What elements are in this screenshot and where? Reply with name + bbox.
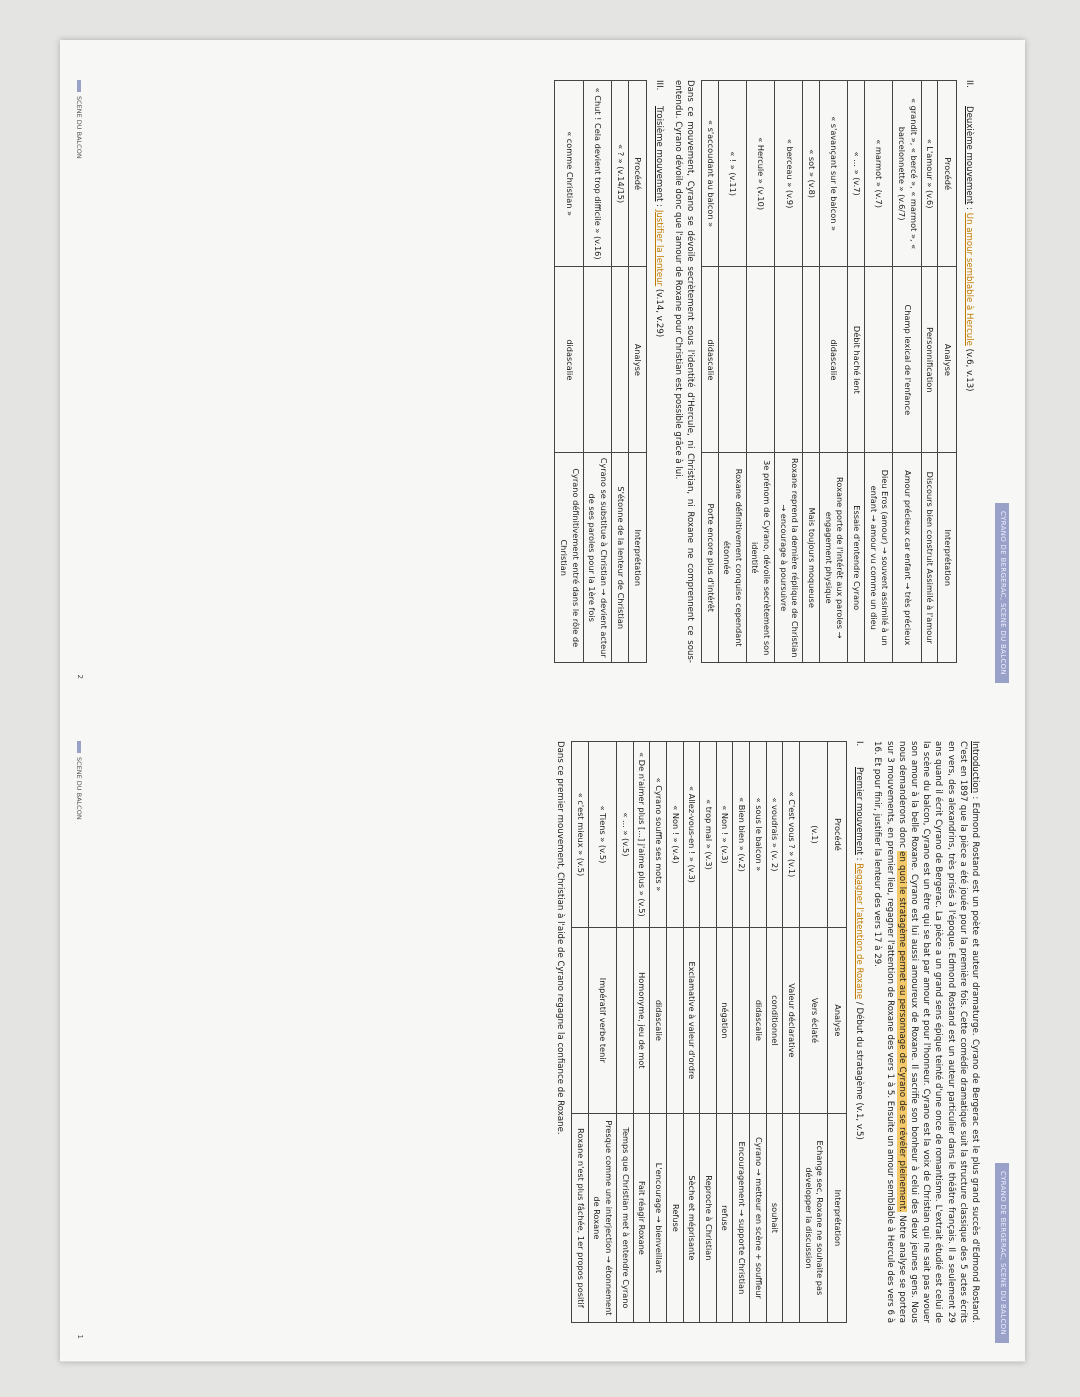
section-number: III. bbox=[654, 80, 665, 91]
page-number: 2 bbox=[75, 674, 84, 679]
table-cell bbox=[666, 927, 683, 1113]
section-3-heading bbox=[653, 80, 665, 663]
table-cell: didascalie bbox=[555, 267, 583, 453]
table-cell bbox=[803, 267, 820, 453]
table-row bbox=[746, 81, 774, 663]
table-cell: 3e prénom de Cyrano, dévoile secrètement son identité bbox=[746, 453, 774, 663]
table-cell: « ... » (v.7) bbox=[848, 81, 865, 267]
rotated-spread bbox=[60, 40, 1025, 1362]
section-sep: : bbox=[854, 854, 865, 864]
column-header: Interprétation bbox=[938, 453, 957, 663]
table-cell: Valeur déclarative bbox=[783, 927, 800, 1113]
table-cell bbox=[700, 927, 717, 1113]
table-cell: « comme Christian » bbox=[555, 81, 583, 267]
section-1-heading bbox=[853, 741, 865, 1323]
table-row bbox=[701, 81, 718, 663]
table-row bbox=[617, 742, 634, 1323]
table-row bbox=[775, 81, 803, 663]
table-cell: Débit haché lent bbox=[848, 267, 865, 453]
table-cell bbox=[583, 267, 611, 453]
column-header: Procédé bbox=[628, 81, 647, 267]
table-cell: Cyrano se substitue à Christian → devient acteur de ses paroles pour la 1ère fois bbox=[583, 453, 611, 663]
table-cell bbox=[733, 927, 750, 1113]
table-cell: « ! » (v.11) bbox=[718, 81, 746, 267]
page-footer bbox=[74, 741, 83, 820]
table-cell: « sot » (v.8) bbox=[803, 81, 820, 267]
table-cell: Roxane définitivement conquise cependant étonnée bbox=[718, 453, 746, 663]
table-cell: négation bbox=[716, 927, 733, 1113]
column-header: Procédé bbox=[938, 81, 957, 267]
table-cell bbox=[783, 1113, 800, 1322]
table-cell: souhait bbox=[766, 1113, 783, 1322]
table-cell: Roxane porte de l'intérêt aux paroles → engagement physique bbox=[820, 453, 848, 663]
table-cell: Impératif verbe tenir bbox=[588, 927, 616, 1113]
table-row bbox=[803, 81, 820, 663]
table-cell: « ? » (v.14/15) bbox=[612, 81, 629, 267]
table-cell: Refuse bbox=[666, 1113, 683, 1322]
table-cell: Personnification bbox=[921, 267, 938, 453]
conclusion-movement-1: Dans ce premier mouvement, Christian à l'aide de Cyrano regagne la confiance de Roxane. bbox=[555, 741, 566, 1135]
table-cell: Temps que Christian met à entendre Cyrano bbox=[617, 1113, 634, 1322]
column-header: Analyse bbox=[828, 927, 847, 1113]
table-cell: Essaie d'entendre Cyrano bbox=[848, 453, 865, 663]
table-movement-1 bbox=[571, 741, 847, 1323]
page-header-label: CYRANO DE BERGERAC, SCENE DU BALCON bbox=[995, 1163, 1009, 1343]
table-cell: « c'est mieux » (v.5) bbox=[572, 742, 589, 928]
table-cell: « Non ! » (v.3) bbox=[716, 742, 733, 928]
table-cell: conditionnel bbox=[766, 927, 783, 1113]
section-title: Premier mouvement bbox=[854, 767, 865, 855]
table-cell: « sous le balcon » bbox=[750, 742, 767, 928]
section-rest: (v.14, v.29) bbox=[654, 286, 665, 338]
table-row bbox=[848, 81, 865, 663]
table-cell: Echange sec, Roxane ne souhaite pas développer la discussion bbox=[800, 1113, 828, 1322]
table-cell: « Tiens » (v.5) bbox=[588, 742, 616, 928]
table-row bbox=[716, 742, 733, 1323]
table-cell: Cyrano → metteur en scène + souffleur bbox=[750, 1113, 767, 1322]
section-key: Justifier la lenteur bbox=[654, 209, 665, 287]
section-key: Un amour semblable à Hercule bbox=[964, 212, 974, 346]
table-cell: Encouragement → supporte Christian bbox=[733, 1113, 750, 1322]
section-key: Regagner l'attention de Roxane bbox=[854, 863, 865, 1000]
table-cell: « Bien bien » (v.2) bbox=[733, 742, 750, 928]
table-cell: didascalie bbox=[650, 927, 667, 1113]
table-cell: Roxane reprend la dernière réplique de Christian → encourage à poursuivre bbox=[775, 453, 803, 663]
table-cell: Amour précieux car enfant → très précieux bbox=[893, 453, 921, 663]
table-cell bbox=[746, 267, 774, 453]
footer-label: SCENE DU BALCON bbox=[75, 96, 84, 159]
table-cell: L'encourage → bienveillant bbox=[650, 1113, 667, 1322]
table-cell: Exclamative à valeur d'ordre bbox=[683, 927, 700, 1113]
table-cell: « Chut ! Cela devient trop difficile » (v.16) bbox=[583, 81, 611, 267]
table-cell: « grandit », « bercé », « marmot », « barcelonnette » (v.6/7) bbox=[893, 81, 921, 267]
table-row bbox=[783, 742, 800, 1323]
table-row bbox=[820, 81, 848, 663]
table-movement-2 bbox=[701, 80, 957, 663]
table-row bbox=[750, 742, 767, 1323]
table-row bbox=[583, 81, 611, 663]
table-cell: « C'est vous ? » (v.1) bbox=[783, 742, 800, 928]
table-row bbox=[588, 742, 616, 1323]
footer-label: SCENE DU BALCON bbox=[75, 757, 84, 820]
table-cell: Presque comme une interjection → étonnement de Roxane bbox=[588, 1113, 616, 1322]
table-cell: Reproche à Christian bbox=[700, 1113, 717, 1322]
table-cell: Vers éclaté bbox=[800, 927, 828, 1113]
table-cell: « Allez-vous-en ! » (v.3) bbox=[683, 742, 700, 928]
table-cell: didascalie bbox=[701, 267, 718, 453]
section-2-heading bbox=[963, 80, 975, 663]
table-cell bbox=[864, 267, 892, 453]
table-row bbox=[650, 742, 667, 1323]
table-cell: « voudrais » (v. 2) bbox=[766, 742, 783, 928]
table-cell: Fait réagir Roxane bbox=[633, 1113, 650, 1322]
section-rest: / Début du stratagème (v.1, v.5) bbox=[854, 999, 865, 1140]
table-cell: « ... » (v.5) bbox=[617, 742, 634, 928]
document-sheet bbox=[60, 40, 1025, 1362]
section-number: II. bbox=[964, 80, 974, 88]
table-cell: (v.1) bbox=[800, 742, 828, 928]
conclusion-movement-2: Dans ce mouvement, Cyrano se dévoile secrètement sous l'identité d'Hercule, ni Christian, ni Roxane ne comprennent ce sous-entendu. Cyrano dévoile donc que l'amour de Roxane pour Christian est possible grâce à lui. bbox=[672, 80, 695, 663]
table-cell: S'étonne de la lenteur de Christian bbox=[612, 453, 629, 663]
table-cell: « s'avançant sur le balcon » bbox=[820, 81, 848, 267]
table-row bbox=[893, 81, 921, 663]
table-cell: Champ lexical de l'enfance bbox=[893, 267, 921, 453]
table-cell: Roxane n'est plus fâchée, 1er propos positif bbox=[572, 1113, 589, 1322]
table-cell: « Non ! » (v.4) bbox=[666, 742, 683, 928]
section-sep: : bbox=[654, 201, 665, 210]
table-row bbox=[718, 81, 746, 663]
page-footer bbox=[74, 80, 83, 159]
table-row bbox=[633, 742, 650, 1323]
table-cell: didascalie bbox=[820, 267, 848, 453]
table-cell: « De n'aimer plus [...] j'aime plus » (v.5) bbox=[633, 742, 650, 928]
table-row bbox=[555, 81, 583, 663]
table-cell: « marmot » (v.7) bbox=[864, 81, 892, 267]
table-cell: Discours bien construit Assimilé à l'amour bbox=[921, 453, 938, 663]
intro-label: Introduction bbox=[970, 741, 980, 794]
table-cell: « Hercule » (v.10) bbox=[746, 81, 774, 267]
page-header-label: CYRANO DE BERGERAC, SCENE DU BALCON bbox=[995, 503, 1009, 683]
section-title: Troisième mouvement bbox=[654, 106, 665, 202]
intro-text-1: : Edmond Rostand est un poète et auteur dramaturge. Cyrano de Bergerac est le plus grand succès d'Edmond Rostand. C'est en 1897 que la pièce a été jouée pour la première fois. Cette comédie dramatique suit la structure classique des 5 actes écrits en vers, des alexandrins, très prisés à l'époque. Edmond Rostand est un auteur particulier dans le théâtre français. Il a seulement 29 ans quand il écrit Cyrano de Bergerac. La pièce a un grand sens épique teinté d'une once de romantisme. L'extrait étudié est celui de la scène du balcon, Cyrano est un être qui se bat par amour et pour l'honneur. Cyrano est la voix de Christian qui ne sait pas avouer son amour à la belle Roxane. Cyrano est lui aussi amoureux de Roxane. Il sacrifie son bonheur à celui des deux jeunes gens. Nous nous demanderons donc bbox=[896, 741, 980, 1323]
table-cell: Homonyme, jeu de mot bbox=[633, 927, 650, 1113]
table-cell: « s'accoudant au balcon » bbox=[701, 81, 718, 267]
table-cell: Mais toujours moqueuse bbox=[803, 453, 820, 663]
table-cell bbox=[718, 267, 746, 453]
table-movement-3 bbox=[554, 80, 647, 663]
table-cell bbox=[572, 927, 589, 1113]
table-row bbox=[572, 742, 589, 1323]
table-cell bbox=[617, 927, 634, 1113]
table-row bbox=[800, 742, 828, 1323]
column-header: Analyse bbox=[938, 267, 957, 453]
table-cell: refuse bbox=[716, 1113, 733, 1322]
table-row bbox=[733, 742, 750, 1323]
table-row bbox=[700, 742, 717, 1323]
table-cell: Porte encore plus d'intérêt bbox=[701, 453, 718, 663]
page-number: 1 bbox=[75, 1334, 84, 1339]
table-cell: « berceau » (v.9) bbox=[775, 81, 803, 267]
table-row bbox=[921, 81, 938, 663]
section-number: I. bbox=[854, 741, 865, 747]
section-rest: (v.6, v.13) bbox=[964, 345, 974, 392]
introduction-paragraph bbox=[871, 741, 981, 1323]
table-cell: didascalie bbox=[750, 927, 767, 1113]
table-row bbox=[666, 742, 683, 1323]
page-2 bbox=[60, 40, 1025, 701]
table-row bbox=[683, 742, 700, 1323]
table-row bbox=[864, 81, 892, 663]
column-header: Interprétation bbox=[628, 453, 647, 663]
table-cell bbox=[775, 267, 803, 453]
section-title: Deuxième mouvement bbox=[964, 106, 974, 205]
intro-text-2: Notre analyse se portera sur 3 mouvements, en premier lieu, regagner l'attention de Roxane des vers 1 à 5. Ensuite un amour semblable à Hercule des vers 6 à 16. Et pour finir, justifier la lenteur des vers 17 à 29. bbox=[872, 741, 907, 1323]
column-header: Interprétation bbox=[828, 1113, 847, 1322]
column-header: Procédé bbox=[828, 742, 847, 928]
table-cell: Sèche et méprisante bbox=[683, 1113, 700, 1322]
table-cell: Cyrano définitivement entré dans le rôle de Christian bbox=[555, 453, 583, 663]
intro-problematic: en quoi le stratagème permet au personnage de Cyrano de se révéler pleinement. bbox=[896, 851, 907, 1212]
section-sep: : bbox=[964, 204, 974, 213]
page-1 bbox=[60, 701, 1025, 1362]
column-header: Analyse bbox=[628, 267, 647, 453]
table-cell: Dieu Eros (amour) → souvent assimilé à un enfant → amour vu comme un dieu bbox=[864, 453, 892, 663]
table-cell: « trop mal » (v.3) bbox=[700, 742, 717, 928]
table-cell: « L'amour » (v.6) bbox=[921, 81, 938, 267]
table-cell: « Cyrano souffle ses mots » bbox=[650, 742, 667, 928]
table-row bbox=[766, 742, 783, 1323]
table-cell bbox=[612, 267, 629, 453]
table-row bbox=[612, 81, 629, 663]
